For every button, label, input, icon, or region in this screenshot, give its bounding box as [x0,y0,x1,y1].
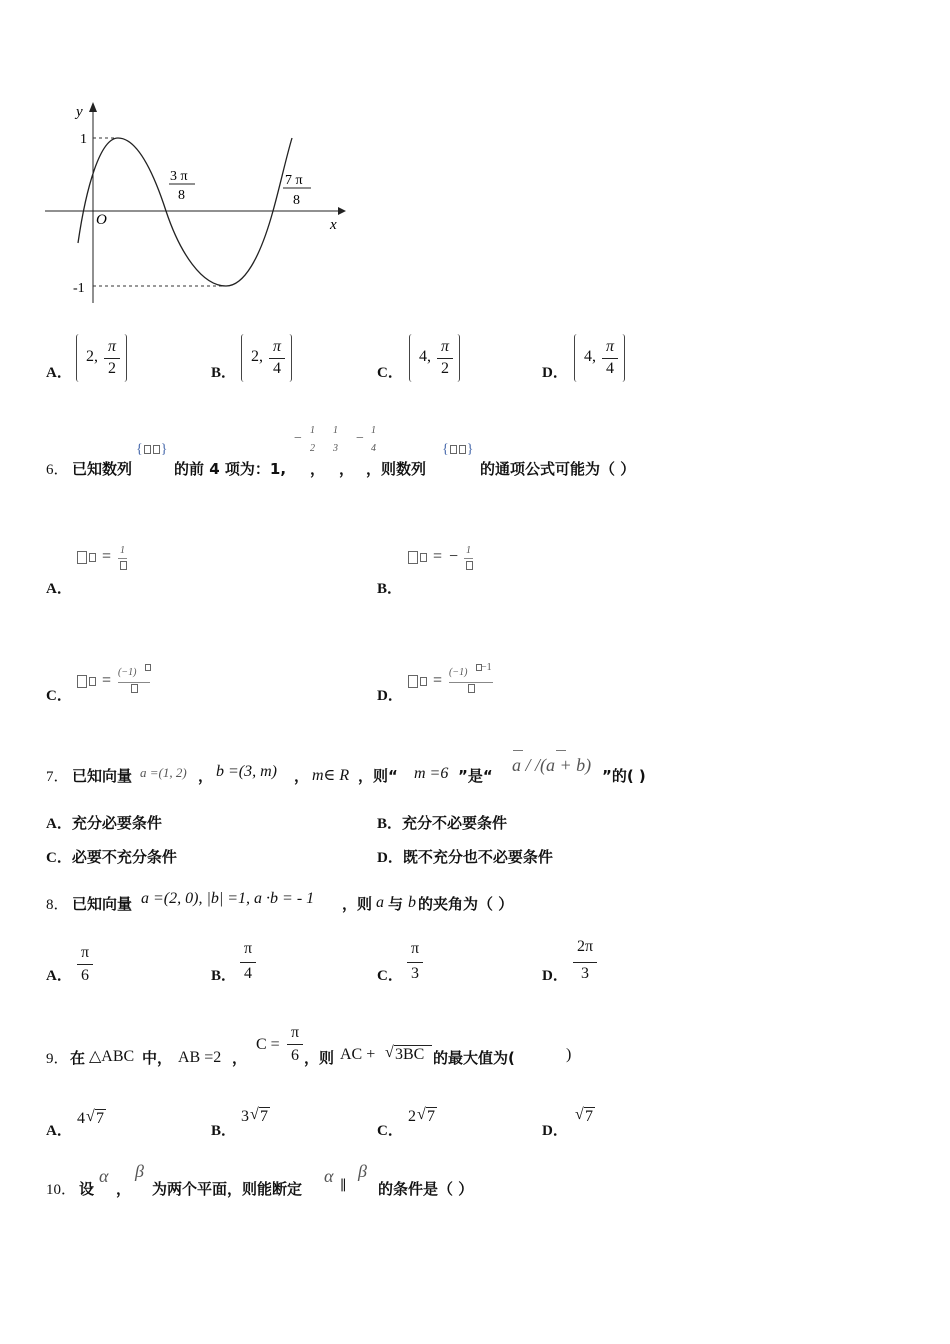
x-axis-label: x [330,217,337,233]
radicand: 7 [260,1108,268,1125]
angle-c-num: π [290,1024,300,1041]
vector-a: a =(1, 2) [140,765,187,780]
x-tick-7pi8-den: 8 [293,193,300,208]
pair-frac-den: 4 [606,360,614,377]
alpha-symbol-2: α [324,1166,334,1186]
m-in-r: m∈ R [312,767,350,784]
equals: = [102,548,112,565]
q8-text-2: ，则 [342,895,373,913]
q6-text-2: 的前 4 项为：1, [174,460,287,478]
pair-first: 4, [419,348,431,365]
q8-text-3: 与 [388,895,404,913]
pair-frac-den: 2 [441,360,449,377]
vector-expression: a =(2, 0), |b| =1, a ·b = - 1 [141,890,315,907]
option-letter: D． [542,1123,568,1139]
q9-option-a[interactable]: A． 4 √ 7 [46,1108,104,1139]
q5-option-a[interactable] [46,334,196,384]
q6-comma-2: ， [339,460,355,478]
pair-frac-den: 2 [108,360,116,377]
sequence-symbol-1: { } [136,442,168,457]
q8-text-4: 的夹角为（ ） [418,895,514,913]
vector-b: b [408,894,416,911]
pair-frac-den: 4 [273,360,281,377]
q7-option-c[interactable]: C．必要不充分条件 [46,850,177,866]
question-number: 8． [46,897,69,913]
x-axis-arrow [338,207,346,215]
q6-option-d[interactable]: = (−1) −1 D． [377,662,492,704]
q9-text-2: 中， [142,1049,173,1067]
frac-num: π [410,940,420,957]
term-4-sign: − [356,431,364,446]
q8-option-d[interactable] [542,940,692,988]
term-3-num: 1 [333,425,338,436]
pair-frac-num: π [605,338,614,355]
frac-den: 4 [244,965,252,982]
q9-option-b[interactable]: B． 3 √ 7 [211,1106,268,1139]
q5-option-b[interactable] [211,334,361,384]
q8-text-1: 已知向量 [72,895,133,913]
question-number: 6． [46,462,69,478]
q7-text-4: ”的( ) [602,767,646,785]
q6-option-b[interactable] [377,545,677,595]
y-axis-arrow [89,102,97,112]
q7-text-2: ，则“ [358,767,398,785]
q9-text-4: 的最大值为( [433,1049,515,1067]
pair-first: 4, [584,348,596,365]
q6-option-a[interactable] [46,545,346,595]
q6-text-4: 的通项公式可能为（ ） [480,460,636,478]
equals: = [433,548,443,565]
question-number: 9． [46,1051,69,1067]
coef: 2 [408,1108,416,1125]
y-tick-1: 1 [80,132,87,147]
frac-num: 1 [466,545,471,556]
option-letter: D． [542,968,568,984]
radicand: 7 [96,1110,104,1127]
coef: 4 [77,1110,85,1127]
option-letter: A． [46,968,72,984]
q6-option-c[interactable] [46,662,346,712]
pair-frac-num: π [107,338,116,355]
frac-num: π [243,940,253,957]
option-letter: B． [211,365,237,381]
option-letter: D． [377,688,403,704]
term-3-den: 3 [333,443,338,454]
equals: = [102,672,112,689]
q6-comma-1: ， [310,460,326,478]
q6-text-3: ，则数列 [366,460,427,478]
radicand: 7 [427,1108,435,1125]
option-letter: A． [46,365,72,381]
x-tick-3pi8-den: 8 [178,188,185,203]
q7-option-a[interactable]: A．充分必要条件 [46,816,162,832]
x-tick-7pi8-num: 7 π [285,173,303,188]
y-axis-label: y [76,104,83,120]
q8-option-b[interactable] [211,940,361,988]
beta-symbol: β [135,1161,144,1181]
beta-symbol-2: β [358,1161,367,1181]
question-number: 10． [46,1182,77,1198]
q10-text-3: 的条件是（ ） [378,1180,474,1198]
origin-label: O [96,212,107,228]
question-number: 7． [46,769,69,785]
option-letter: C． [377,968,403,984]
option-letter: B． [211,968,237,984]
q5-option-c[interactable] [377,334,527,384]
parallel-condition: a / /(a + b) [512,755,592,775]
option-letter: D． [542,365,568,381]
option-letter: C． [377,365,403,381]
q10-text-2: 为两个平面，则能断定 [152,1180,303,1198]
option-letter: C． [46,688,72,704]
pair-first: 2, [251,348,263,365]
expr-3bc: 3BC [395,1046,425,1063]
frac-num: 1 [120,545,125,556]
term-4-num: 1 [371,425,376,436]
option-letter: B． [211,1123,237,1139]
vector-a: a [376,894,384,911]
option-letter: B． [377,581,403,597]
coef: 3 [241,1108,249,1125]
vector-b: b =(3, m) [216,763,278,780]
pair-frac-num: π [272,338,281,355]
pair-frac-num: π [440,338,449,355]
option-letter: C． [377,1123,403,1139]
equals: = [433,672,443,689]
q9-text-5: ) [566,1046,572,1063]
expr-ac: AC + [340,1046,376,1063]
frac-num: (−1) [118,667,137,678]
radicand: 7 [585,1108,593,1125]
frac-den: 6 [81,967,89,984]
q9-option-d[interactable]: D． √ 7 [542,1106,593,1139]
q6-text-1: 已知数列 [72,460,133,478]
question-10 [46,1160,926,1200]
q8-option-a[interactable] [46,940,196,988]
q9-text-3: ，则 [304,1049,335,1067]
term-4-den: 4 [371,443,376,454]
term-2-num: 1 [310,425,315,436]
question-8 [46,876,926,916]
q8-option-c[interactable] [377,940,527,988]
sine-graph [40,98,360,313]
question-9: 9． 在 △ABC 中， AB =2 ， C = π 6 ，则 AC + √ 3BC 的最大值为( ) [46,1024,572,1067]
frac-den: 3 [581,965,589,982]
question-7: 7． 已知向量 a =(1, 2) ， b =(3, m) ， m∈ R ，则“ m =6 ”是“ a / /(a + b) ”的( ) [46,745,926,785]
parallel-symbol: ∥ [340,1179,347,1194]
angle-c-eq: C = [256,1036,280,1053]
q7-text-3: ”是“ [458,767,493,785]
ab-equals-2: AB =2 [178,1049,222,1066]
frac-num: (−1) [449,667,468,678]
alpha-symbol: α [99,1166,109,1186]
option-letter: A． [46,1123,72,1139]
y-tick-neg1: -1 [73,281,85,296]
q7-option-d[interactable]: D．既不充分也不必要条件 [377,850,553,866]
m-equals-6: m =6 [414,765,449,782]
q9-text-1: 在 [70,1049,86,1067]
question-6 [46,425,926,478]
term-2-sign: − [294,431,302,446]
angle-c-den: 6 [291,1047,299,1064]
minus-sign: − [449,548,459,565]
q7-text-1: 已知向量 [72,767,133,785]
triangle-abc: △ABC [89,1048,135,1065]
q9-option-c[interactable]: C． 2 √ 7 [377,1106,435,1139]
pair-first: 2, [86,348,98,365]
frac-den: 3 [411,965,419,982]
frac-num: π [80,944,90,961]
q10-text-1: 设 [79,1180,95,1198]
q5-option-d[interactable] [542,334,692,384]
sine-curve [78,138,292,286]
option-letter: A． [46,581,72,597]
q10-comma: ， [116,1180,132,1198]
frac-num: 2π [576,938,594,955]
term-2-den: 2 [310,443,315,454]
q7-option-b[interactable]: B．充分不必要条件 [377,816,508,832]
q9-comma: ， [232,1049,248,1067]
sequence-symbol-2: { } [442,442,474,457]
x-tick-3pi8-num: 3 π [170,169,188,184]
